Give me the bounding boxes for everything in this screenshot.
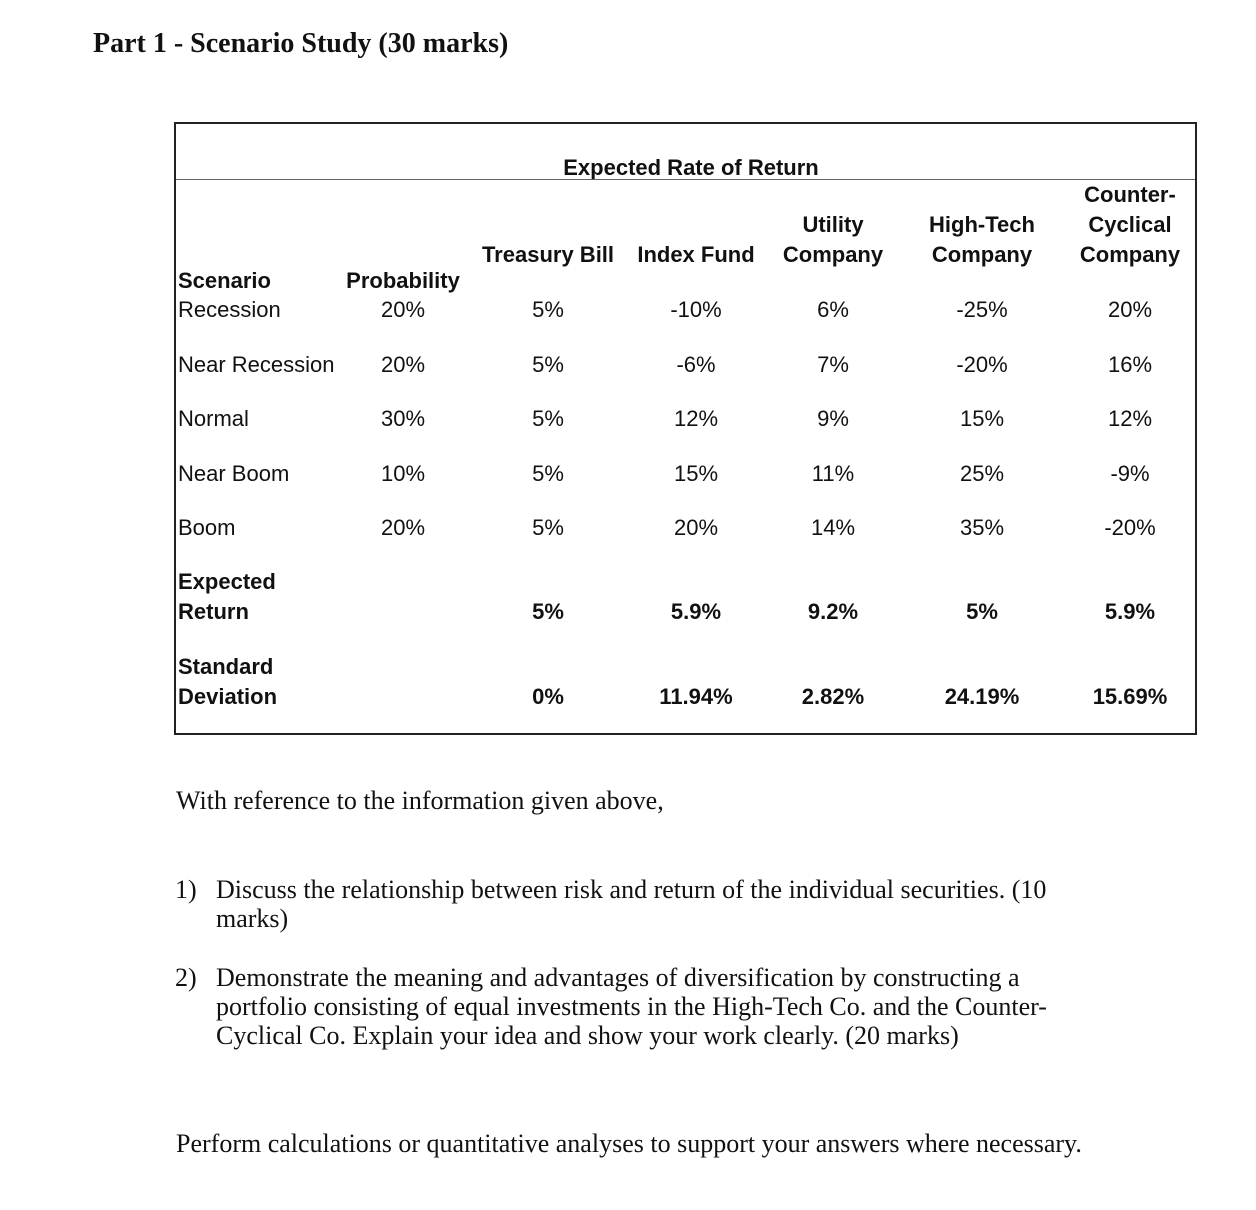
row-scenario: Boom (178, 515, 236, 540)
row-probability: 20% (380, 515, 426, 540)
cell-value: 12% (1107, 406, 1153, 431)
std-dev-value: 0% (532, 684, 564, 709)
cell-value: -20% (956, 352, 1008, 377)
std-dev-value: 11.94% (659, 684, 733, 709)
std-dev-value: 15.69% (1092, 684, 1168, 709)
header-divider (176, 179, 1195, 180)
expected-return-value: 5.9% (1104, 599, 1156, 624)
col-header-counter-l2: Cyclical (1088, 212, 1172, 237)
question-text: Demonstrate the meaning and advantages of diversification by constructing a portfolio consisting of equal investments in the High-Tech Co. and the Counter-Cyclical Co. Explain your idea and show your work clearly. (20 marks) (216, 963, 1047, 1050)
page-title: Part 1 - Scenario Study (30 marks) (93, 28, 509, 59)
cell-value: 5% (532, 406, 564, 431)
expected-return-value: 5% (532, 599, 564, 624)
expected-return-label-l2: Return (178, 599, 249, 624)
cell-value: -25% (956, 297, 1008, 322)
question-number: 1) (175, 875, 197, 904)
std-dev-label-l1: Standard (178, 654, 274, 679)
cell-value: 20% (673, 515, 719, 540)
col-header-treasury-bill: Treasury Bill (481, 242, 615, 267)
expected-return-value: 5.9% (670, 599, 722, 624)
row-scenario: Normal (178, 406, 249, 431)
scenario-header: Scenario (178, 268, 271, 293)
row-probability: 20% (380, 297, 426, 322)
expected-return-label-l1: Expected (178, 569, 276, 594)
cell-value: 14% (810, 515, 856, 540)
cell-value: 6% (817, 297, 849, 322)
cell-value: 35% (959, 515, 1005, 540)
cell-value: 5% (532, 461, 564, 486)
cell-value: 15% (959, 406, 1005, 431)
std-dev-value: 24.19% (944, 684, 1020, 709)
question-text: Discuss the relationship between risk and return of the individual securities. (10 marks) (216, 875, 1047, 933)
std-dev-value: 2.82% (801, 684, 865, 709)
cell-value: 5% (532, 515, 564, 540)
row-probability: 30% (380, 406, 426, 431)
footer-note: Perform calculations or quantitative analyses to support your answers where necessary. (176, 1129, 1082, 1158)
cell-value: 11% (811, 461, 855, 486)
cell-value: 15% (673, 461, 719, 486)
col-header-utility-l2: Company (782, 242, 884, 267)
expected-return-value: 5% (966, 599, 998, 624)
cell-value: -10% (670, 297, 722, 322)
cell-value: 9% (817, 406, 849, 431)
cell-value: 20% (1107, 297, 1153, 322)
expected-return-value: 9.2% (807, 599, 859, 624)
row-scenario: Near Boom (178, 461, 290, 486)
col-header-counter-l1: Counter- (1084, 182, 1176, 207)
row-scenario: Near Recession (178, 352, 335, 377)
cell-value: 16% (1107, 352, 1153, 377)
intro-text: With reference to the information given above, (176, 786, 664, 815)
cell-value: -9% (1110, 461, 1150, 486)
cell-value: -6% (676, 352, 716, 377)
std-dev-label-l2: Deviation (178, 684, 278, 709)
cell-value: 7% (817, 352, 849, 377)
row-probability: 10% (380, 461, 426, 486)
row-probability: 20% (380, 352, 426, 377)
col-header-utility-l1: Utility (802, 212, 864, 237)
col-header-index-fund: Index Fund (637, 242, 755, 267)
row-scenario: Recession (178, 297, 281, 322)
col-header-hightech-l2: Company (931, 242, 1033, 267)
super-header: Expected Rate of Return (563, 155, 819, 180)
col-header-counter-l3: Company (1079, 242, 1181, 267)
col-header-hightech-l1: High-Tech (929, 212, 1035, 237)
probability-header: Probability (346, 268, 460, 293)
cell-value: 25% (959, 461, 1005, 486)
cell-value: 5% (532, 297, 564, 322)
cell-value: 5% (532, 352, 564, 377)
cell-value: -20% (1104, 515, 1156, 540)
scenario-table (174, 122, 1197, 735)
cell-value: 12% (673, 406, 719, 431)
question-number: 2) (175, 963, 197, 992)
